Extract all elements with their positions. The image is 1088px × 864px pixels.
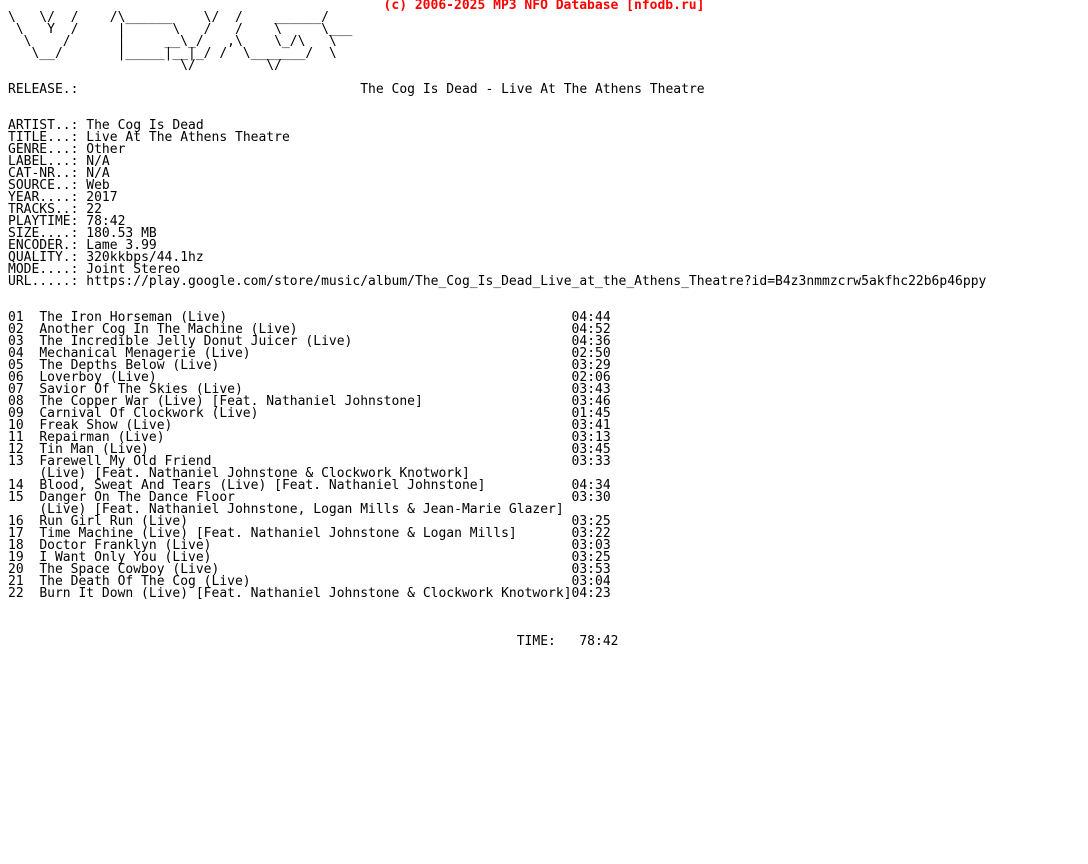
info-label: MODE....: <box>8 262 79 277</box>
info-label: YEAR....: <box>8 190 79 205</box>
info-label: URL.....: <box>8 274 79 289</box>
total-time-value: 78:42 <box>579 634 619 649</box>
info-value: Lame 3.99 <box>86 238 157 253</box>
info-value: The Cog Is Dead <box>86 118 204 133</box>
track-number: 03 <box>8 334 24 349</box>
track-time: 03:43 <box>571 382 611 397</box>
info-block <box>8 118 986 289</box>
info-value: Joint Stereo <box>86 262 181 277</box>
track-number: 15 <box>8 490 24 505</box>
track-time: 03:45 <box>571 442 611 457</box>
info-value: 22 <box>86 202 102 217</box>
info-label: SOURCE..: <box>8 178 79 193</box>
track-number: 01 <box>8 310 24 325</box>
info-value: 320kkbps/44.1hz <box>86 250 204 265</box>
track-title: Savior Of The Skies (Live) <box>39 382 243 397</box>
track-number: 08 <box>8 394 24 409</box>
info-value: 78:42 <box>86 214 126 229</box>
release-label: RELEASE.: <box>8 82 79 97</box>
info-label: LABEL...: <box>8 154 79 169</box>
tracklist <box>8 310 611 601</box>
track-number: 19 <box>8 550 24 565</box>
track-title: Loverboy (Live) <box>39 370 157 385</box>
track-number: 21 <box>8 574 24 589</box>
track-number: 16 <box>8 514 24 529</box>
track-title: Repairman (Live) <box>39 430 165 445</box>
track-title: The Death Of The Cog (Live) <box>39 574 251 589</box>
info-label: PLAYTIME: <box>8 214 79 229</box>
track-time: 03:46 <box>571 394 611 409</box>
track-title: The Space Cowboy (Live) <box>39 562 220 577</box>
track-title-line2: (Live) [Feat. Nathaniel Johnstone & Clockwork Knotwork] <box>39 466 470 481</box>
track-number: 04 <box>8 346 24 361</box>
info-value: Other <box>86 142 126 157</box>
info-label: CAT-NR..: <box>8 166 79 181</box>
info-value[interactable]: https://play.google.com/store/music/album/The_Cog_Is_Dead_Live_at_the_Athens_Theatre?id=B4z3nmmzcrw5akfhc22b6p46ppy <box>86 274 987 289</box>
track-time: 03:33 <box>571 454 611 469</box>
track-title: The Depths Below (Live) <box>39 358 220 373</box>
track-number: 06 <box>8 370 24 385</box>
track-number: 14 <box>8 478 24 493</box>
track-time: 03:03 <box>571 538 611 553</box>
release-value: The Cog Is Dead - Live At The Athens Theatre <box>360 82 705 97</box>
info-value: Web <box>86 178 110 193</box>
track-time: 03:13 <box>571 430 611 445</box>
track-number: 10 <box>8 418 24 433</box>
track-time: 03:25 <box>571 514 611 529</box>
track-number: 17 <box>8 526 24 541</box>
track-time: 04:52 <box>571 322 611 337</box>
track-title: Another Cog In The Machine (Live) <box>39 322 298 337</box>
track-time: 04:36 <box>571 334 611 349</box>
track-number: 05 <box>8 358 24 373</box>
track-title: Farewell My Old Friend <box>39 454 212 469</box>
info-label: GENRE...: <box>8 142 79 157</box>
track-time: 03:41 <box>571 418 611 433</box>
track-number: 07 <box>8 382 24 397</box>
track-number: 13 <box>8 454 24 469</box>
info-label: ARTIST..: <box>8 118 79 133</box>
track-title: Danger On The Dance Floor <box>39 490 235 505</box>
info-label: QUALITY.: <box>8 250 79 265</box>
track-number: 02 <box>8 322 24 337</box>
info-label: SIZE....: <box>8 226 79 241</box>
info-label: TRACKS..: <box>8 202 79 217</box>
track-time: 04:23 <box>571 586 611 601</box>
track-title: Freak Show (Live) <box>39 418 173 433</box>
track-time: 01:45 <box>571 406 611 421</box>
track-title-line2: (Live) [Feat. Nathaniel Johnstone, Logan Mills & Jean-Marie Glazer] <box>39 502 564 517</box>
track-number: 11 <box>8 430 24 445</box>
track-row <box>8 586 611 601</box>
track-title: I Want Only You (Live) <box>39 550 212 565</box>
track-title: Tin Man (Live) <box>39 442 149 457</box>
track-number: 22 <box>8 586 24 601</box>
track-time: 03:30 <box>571 490 611 505</box>
copyright-notice: (c) 2006-2025 MP3 NFO Database [nfodb.ru] <box>383 0 705 13</box>
info-value: 2017 <box>86 190 118 205</box>
info-value: Live At The Athens Theatre <box>86 130 290 145</box>
info-value: N/A <box>86 166 110 181</box>
track-time: 03:22 <box>571 526 611 541</box>
total-time-line <box>8 634 619 649</box>
ascii-logo: \ \/ / /\______ \/ / ______/ \ Y / | \ / / \ \___ \ / | __\_/ ,\ \_/\ \ \__/ |_____|__|_/ / \_______/ \ \/ \/ <box>8 10 353 73</box>
track-time: 03:04 <box>571 574 611 589</box>
nfo-text <box>8 12 986 648</box>
release-line <box>8 82 705 97</box>
info-value: 180.53 MB <box>86 226 157 241</box>
track-title: The Copper War (Live) [Feat. Nathaniel Johnstone] <box>39 394 423 409</box>
track-time: 02:50 <box>571 346 611 361</box>
track-title: Run Girl Run (Live) <box>39 514 189 529</box>
info-row <box>8 274 986 289</box>
track-title: Time Machine (Live) [Feat. Nathaniel Johnstone & Logan Mills] <box>39 526 517 541</box>
track-title: Burn It Down (Live) [Feat. Nathaniel Johnstone & Clockwork Knotwork] <box>39 586 572 601</box>
track-title: Mechanical Menagerie (Live) <box>39 346 251 361</box>
track-time: 03:29 <box>571 358 611 373</box>
info-value: N/A <box>86 154 110 169</box>
track-time: 04:34 <box>571 478 611 493</box>
track-title: The Incredible Jelly Donut Juicer (Live) <box>39 334 353 349</box>
track-title: Blood, Sweat And Tears (Live) [Feat. Nathaniel Johnstone] <box>39 478 486 493</box>
track-time: 03:53 <box>571 562 611 577</box>
track-time: 04:44 <box>571 310 611 325</box>
track-number: 20 <box>8 562 24 577</box>
track-title: Doctor Franklyn (Live) <box>39 538 212 553</box>
info-label: ENCODER.: <box>8 238 79 253</box>
track-number: 09 <box>8 406 24 421</box>
track-time: 02:06 <box>571 370 611 385</box>
info-label: TITLE...: <box>8 130 79 145</box>
track-time: 03:25 <box>571 550 611 565</box>
track-title: The Iron Horseman (Live) <box>39 310 228 325</box>
total-time-label: TIME: <box>516 634 556 649</box>
track-number: 12 <box>8 442 24 457</box>
track-number: 18 <box>8 538 24 553</box>
track-title: Carnival Of Clockwork (Live) <box>39 406 259 421</box>
